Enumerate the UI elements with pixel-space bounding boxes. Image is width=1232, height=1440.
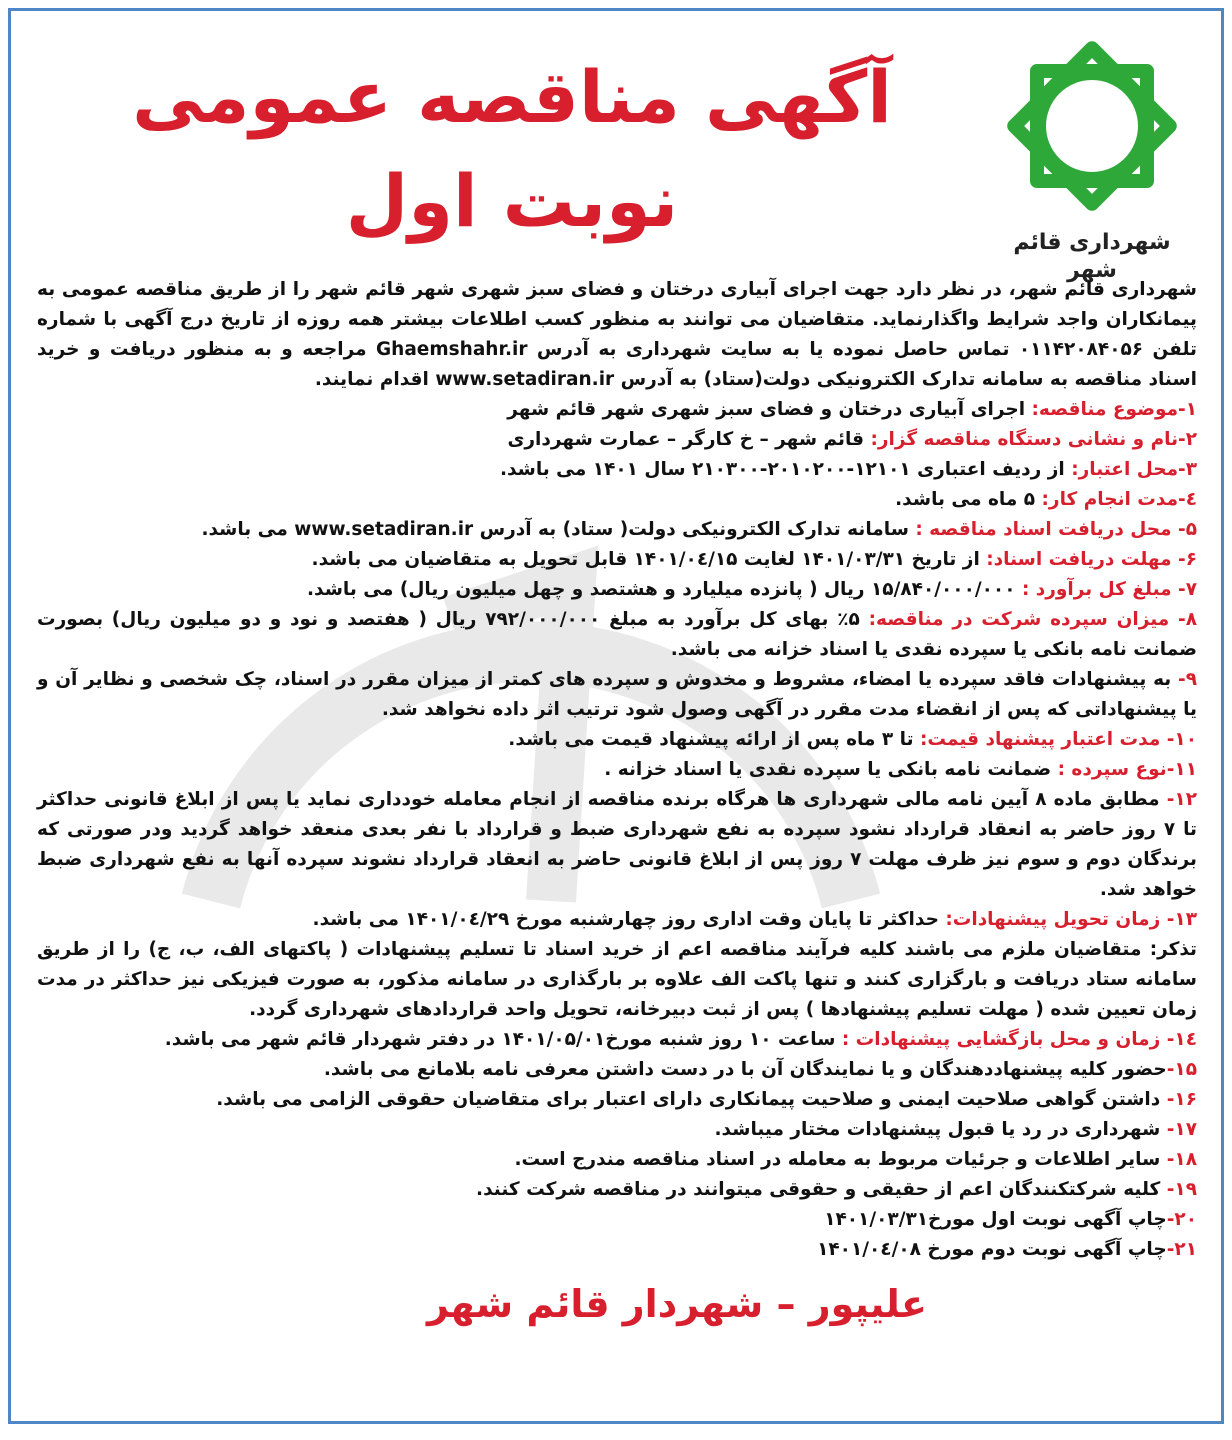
- condition-item: [37, 1145, 1197, 1175]
- condition-label: ۱۶-: [1166, 1089, 1197, 1110]
- condition-text: مطابق ماده ۸ آیین نامه مالی شهرداری ها هرگاه برنده مناقصه از انجام معامله خودداری نماید یا پس از ابلاغ قانونی حداکثر تا ۷ روز حاضر به انعقاد قرارداد نشود سپرده به نفع شهرداری ضبط و قرارداد با نفر بعدی منعقد خواهد گردید ودر صورتی که برندگان دوم و سوم نیز ظرف مهلت ۷ روز پس از ابلاغ قانونی حاضر به انعقاد قرارداد نشوند سپرده آنها به نفع شهرداری ضبط خواهد شد.: [37, 789, 1197, 900]
- intro-paragraph: شهرداری قائم شهر، در نظر دارد جهت اجرای آبیاری درختان و فضای سبز شهری شهر قائم شهر را از طریق مناقصه عمومی به پیمانکاران واجد شرایط واگذارنماید. متقاضیان می توانند به منظور کسب اطلاعات بیشتر همه روزه از تاریخ درج آگهی با شماره تلفن ۰۱۱۴۲۰۸۴۰۵۶ تماس حاصل نموده یا به سایت شهرداری به آدرس Ghaemshahr.ir مراجعه و به منظور دریافت و خرید اسناد مناقصه به سامانه تدارک الکترونیکی دولت(ستاد) به آدرس www.setadiran.ir اقدام نمایند.: [37, 279, 1197, 390]
- condition-item: [37, 395, 1197, 425]
- condition-text: ۵ ماه می باشد.: [895, 489, 1042, 510]
- condition-text: ساعت ۱۰ روز شنبه مورخ۱۴۰۱/۰۵/۰۱ در دفتر شهردار قائم شهر می باشد.: [164, 1029, 842, 1050]
- tender-conditions-list: [37, 395, 1197, 1265]
- notice-body: [37, 275, 1197, 1265]
- condition-label: ۳-محل اعتبار:: [1071, 459, 1197, 480]
- condition-item: [37, 1055, 1197, 1085]
- condition-text: از تاریخ ۱۴۰۱/۰۳/۳۱ لغایت ۱۴۰۱/۰٤/۱۵ قابل تحویل به متقاضیان می باشد.: [311, 549, 987, 570]
- condition-item: [37, 515, 1197, 545]
- condition-item: [37, 425, 1197, 455]
- condition-item: [37, 725, 1197, 755]
- condition-item: [37, 1115, 1197, 1145]
- condition-label: ۲۱-: [1166, 1239, 1197, 1260]
- condition-item: [37, 905, 1197, 935]
- notice-round: نوبت اول: [345, 159, 679, 243]
- condition-text: شهرداری در رد یا قبول پیشنهادات مختار میباشد.: [714, 1119, 1167, 1140]
- condition-label: ۵- محل دریافت اسناد مناقصه :: [915, 519, 1197, 540]
- condition-text: حضور کلیه پیشنهاددهندگان و یا نمایندگان آن با در دست داشتن معرفی نامه بلامانع می باشد.: [323, 1059, 1167, 1080]
- condition-item: [37, 665, 1197, 725]
- condition-label: ۱۷-: [1166, 1119, 1197, 1140]
- condition-item: [37, 485, 1197, 515]
- condition-label: ۱۵-: [1166, 1059, 1197, 1080]
- condition-label: ۹-: [1178, 669, 1197, 690]
- logo-caption: شهرداری قائم شهر: [1013, 230, 1171, 283]
- condition-item: [37, 1025, 1197, 1055]
- condition-text: ۵٪ بهای کل برآورد به مبلغ ۷۹۲/۰۰۰/۰۰۰ ریال ( هفتصد و نود و دو میلیون ریال) بصورت ضمانت نامه بانکی یا سپرده نقدی یا اسناد خزانه می باشد.: [37, 609, 1197, 660]
- condition-label: ۶- مهلت دریافت اسناد:: [986, 549, 1197, 570]
- condition-label: ۱-موضوع مناقصه:: [1031, 399, 1197, 420]
- condition-text: سامانه تدارک الکترونیکی دولت( ستاد) به آدرس www.setadiran.ir می باشد.: [201, 519, 916, 540]
- condition-item: [37, 1205, 1197, 1235]
- municipality-logo: [987, 23, 1197, 283]
- condition-label: ۲۰-: [1166, 1209, 1197, 1230]
- condition-text: قائم شهر – خ کارگر – عمارت شهرداری: [507, 429, 871, 450]
- condition-label: ۱۲-: [1166, 789, 1197, 810]
- condition-text: تذکر: متقاضیان ملزم می باشند کلیه فرآیند مناقصه اعم از خرید اسناد تا تسلیم پیشنهادات ( پاکتهای الف، ب، ج) را از طریق سامانه ستاد دریافت و بارگزاری کنند و تنها پاکت الف علاوه بر بارگذاری در سامانه مذکور، به صورت فیزیکی نیز حداکثر در مدت زمان تعیین شده ( مهلت تسلیم پیشنهادها ) پس از ثبت دبیرخانه، تحویل واحد قراردادهای شهرداری گردد.: [37, 939, 1197, 1020]
- condition-text: کلیه شرکتکنندگان اعم از حقیقی و حقوقی میتوانند در مناقصه شرکت کنند.: [476, 1179, 1167, 1200]
- notice-title: آگهی مناقصه عمومی: [132, 55, 892, 139]
- condition-label: ۱۹-: [1166, 1179, 1197, 1200]
- condition-label: ۷- مبلغ کل برآورد :: [1021, 579, 1197, 600]
- condition-item: [37, 1085, 1197, 1115]
- condition-label: ۱۳- زمان تحویل پیشنهادات:: [945, 909, 1197, 930]
- condition-text: ضمانت نامه بانکی یا سپرده نقدی یا اسناد خزانه .: [604, 759, 1058, 780]
- condition-text: ۱۵/۸۴۰/۰۰۰/۰۰۰ ریال ( پانزده میلیارد و هشتصد و چهل میلیون ریال) می باشد.: [307, 579, 1022, 600]
- condition-label: ۲-نام و نشانی دستگاه مناقصه گزار:: [870, 429, 1197, 450]
- condition-label: ۱۰- مدت اعتبار پیشنهاد قیمت:: [919, 729, 1197, 750]
- condition-item: [37, 545, 1197, 575]
- condition-text: داشتن گواهی صلاحیت ایمنی و صلاحیت پیمانکاری دارای اعتبار برای متقاضیان حقوقی الزامی می باشد.: [216, 1089, 1167, 1110]
- notice-header: [37, 23, 1197, 283]
- title-block: [37, 23, 987, 253]
- condition-item: [37, 455, 1197, 485]
- condition-text: چاپ آگهی نوبت اول مورخ۱۴۰۱/۰۳/۳۱: [824, 1209, 1167, 1230]
- condition-text: از ردیف اعتباری ۱۲۱۰۱-۲۰۱۰۲۰۰-۲۱۰۳۰۰ سال ۱۴۰۱ می باشد.: [499, 459, 1072, 480]
- condition-label: ۱۱-نوع سپرده :: [1057, 759, 1197, 780]
- condition-text: به پیشنهادات فاقد سپرده یا امضاء، مشروط و مخدوش و سپرده های کمتر از میزان مقرر در اسناد، چک شخصی و نظایر آن و یا پیشنهاداتی که پس از انقضاء مدت مقرر در آگهی وصول شود ترتیب اثر داده نخواهد شد.: [37, 669, 1197, 720]
- condition-label: ۸- میزان سپرده شرکت در مناقصه:: [868, 609, 1197, 630]
- signature: علیپور – شهردار قائم شهر: [427, 1282, 927, 1326]
- condition-item: [37, 785, 1197, 905]
- condition-item: [37, 1175, 1197, 1205]
- condition-label: ۱۸-: [1166, 1149, 1197, 1170]
- condition-text: سایر اطلاعات و جرئیات مربوط به معامله در اسناد مناقصه مندرج است.: [514, 1149, 1167, 1170]
- condition-label: ٤-مدت انجام کار:: [1041, 489, 1197, 510]
- condition-text: تا ۳ ماه پس از ارائه پیشنهاد قیمت می باشد.: [508, 729, 920, 750]
- condition-item: [37, 935, 1197, 1025]
- condition-item: [37, 575, 1197, 605]
- condition-text: چاپ آگهی نوبت دوم مورخ ۱۴۰۱/۰٤/۰۸: [817, 1239, 1167, 1260]
- ad-frame: [8, 8, 1224, 1424]
- condition-item: [37, 755, 1197, 785]
- condition-text: حداکثر تا پایان وقت اداری روز چهارشنبه مورخ ۱۴۰۱/۰٤/۲۹ می باشد.: [312, 909, 946, 930]
- condition-text: اجرای آبیاری درختان و فضای سبز شهری شهر قائم شهر: [507, 399, 1032, 420]
- condition-item: [37, 1235, 1197, 1265]
- condition-item: [37, 605, 1197, 665]
- star-emblem-icon: [999, 33, 1185, 219]
- condition-label: ۱٤- زمان و محل بازگشایی پیشنهادات :: [841, 1029, 1197, 1050]
